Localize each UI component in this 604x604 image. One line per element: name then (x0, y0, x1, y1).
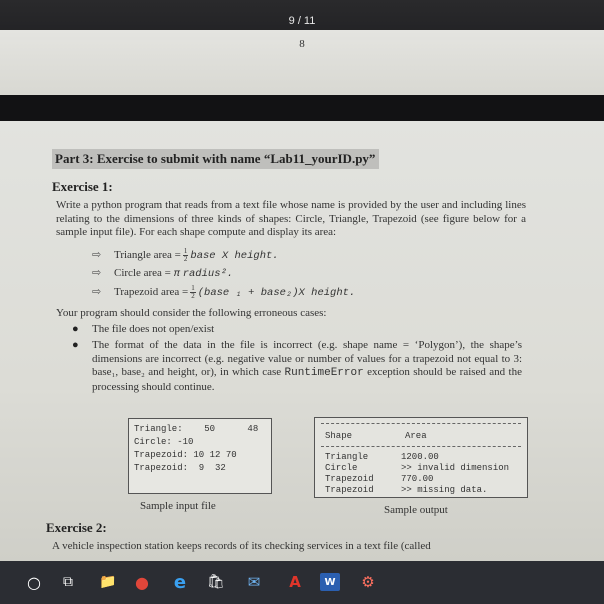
input-caption: Sample input file (140, 500, 216, 512)
exercise2-title: Exercise 2: (46, 520, 107, 535)
input-line: Trapezoid: 10 12 70 (134, 450, 237, 460)
page-number: 8 (299, 38, 305, 50)
output-row-area: 1200.00 (401, 452, 439, 462)
page-gap (0, 95, 604, 121)
exercise1-title: Exercise 1: (52, 179, 113, 194)
sample-input-box (128, 418, 272, 494)
bullet-icon: ● (72, 323, 79, 335)
part-heading: Part 3: Exercise to submit with name “Lab11_yourID.py” (52, 149, 379, 169)
previous-page (0, 30, 604, 95)
settings-icon[interactable]: ⚙ (361, 573, 375, 591)
trapezoid-formula: ⇨ Trapezoid area = $\frac{1}{2}$ (base ₁ + base₂)X height. (92, 284, 356, 300)
document-page (0, 121, 604, 561)
page-counter: 9 / 11 (288, 15, 316, 27)
bullet-2: The format of the data in the file is incorrect (e.g. shape name = ‘Polygon’), the shape’s dimensions are incorrect (e.g. negative value or number of values for a trapezoid not equal to 3: base₁, base₂ and height, or), in which case RuntimeError exception should be raised and the processing should continue. (92, 339, 522, 393)
task-view-icon[interactable]: ⧉ (63, 574, 73, 590)
store-icon[interactable]: 🛍 (207, 574, 225, 590)
word-icon[interactable]: W (320, 573, 340, 591)
circle-formula: ⇨ Circle area = π radius². (92, 267, 234, 280)
exercise2-text: A vehicle inspection station keeps records of its checking services in a text file (called (52, 540, 431, 552)
input-line: Triangle: 50 48 (134, 424, 259, 434)
output-row-area: >> invalid dimension (401, 463, 510, 473)
acrobat-icon[interactable]: A (289, 573, 301, 591)
chrome-icon[interactable]: ● (135, 572, 149, 592)
file-explorer-icon[interactable]: 📁 (99, 574, 117, 590)
arrow-icon: ⇨ (92, 249, 102, 262)
output-row-shape: Trapezoid (325, 485, 374, 495)
output-row-area: 770.00 (401, 474, 434, 484)
input-line: Circle: -10 (134, 437, 194, 447)
divider (321, 423, 521, 424)
input-line: Trapezoid: 9 32 (134, 463, 226, 473)
output-row-shape: Triangle (325, 452, 369, 462)
mail-icon[interactable]: ✉ (247, 573, 261, 591)
edge-icon[interactable]: e (173, 571, 187, 593)
output-header-area: Area (405, 431, 427, 441)
arrow-icon: ⇨ (92, 267, 102, 279)
errors-intro: Your program should consider the following erroneous cases: (56, 307, 327, 319)
output-caption: Sample output (384, 504, 448, 516)
output-header-shape: Shape (325, 431, 353, 441)
divider (321, 446, 521, 447)
output-row-area: >> missing data. (401, 485, 488, 495)
exercise1-intro: Write a python program that reads from a text file whose name is provided by the user and including lines relating to the dimensions of three kinds of shapes: Circle, Triangle, Trapezoid (see figure below for a sample input file). For each shape compute and display its area: (56, 199, 526, 238)
bullet-icon: ● (72, 339, 79, 351)
taskbar (0, 561, 604, 604)
output-row-shape: Circle (325, 463, 358, 473)
arrow-icon: ⇨ (92, 286, 102, 299)
cortana-icon[interactable]: ○ (27, 572, 41, 592)
triangle-formula: ⇨ Triangle area = $\frac{1}{2}$ base X height. (92, 247, 279, 263)
sample-output-box (314, 417, 528, 498)
output-row-shape: Trapezoid (325, 474, 374, 484)
bullet-1: The file does not open/exist (92, 323, 215, 335)
